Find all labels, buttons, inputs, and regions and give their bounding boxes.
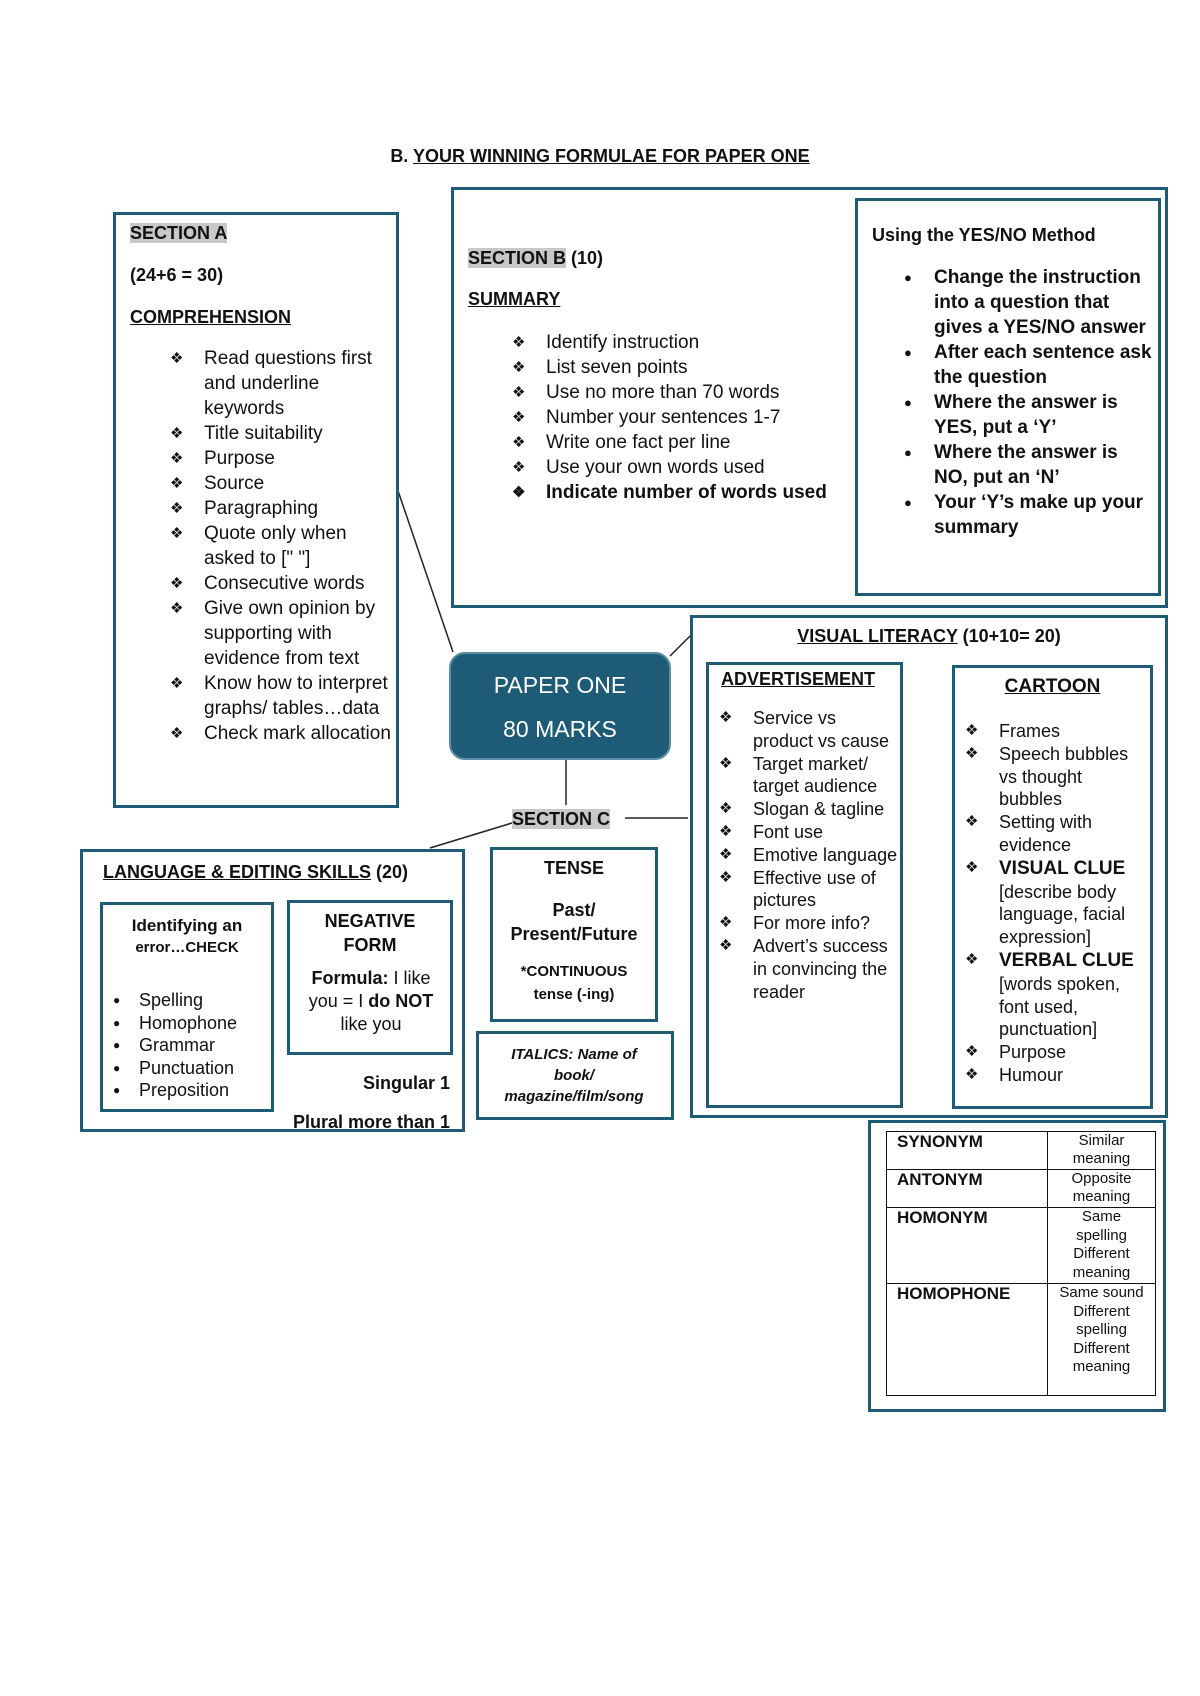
section-c-label: SECTION C bbox=[512, 809, 611, 829]
term-cell: SYNONYM bbox=[887, 1132, 1048, 1170]
word-type-box bbox=[868, 1120, 1166, 1412]
yes-no-title: Using the YES/NO Method bbox=[872, 225, 1096, 245]
word-type-table bbox=[886, 1131, 1156, 1396]
advertisement-list bbox=[709, 707, 899, 1003]
table-row bbox=[887, 1170, 1156, 1208]
list-item: ❖ Effective use of pictures bbox=[709, 867, 899, 913]
list-item: ❖ Identify instruction bbox=[502, 330, 842, 355]
list-item: ❖ Number your sentences 1-7 bbox=[502, 405, 842, 430]
list-item: ❖ Read questions first and underline keywords bbox=[160, 346, 396, 421]
list-item: ❖ VISUAL CLUE [describe body language, facial expression] bbox=[955, 857, 1150, 949]
list-item: ● Punctuation bbox=[107, 1057, 267, 1080]
yes-no-box bbox=[855, 198, 1161, 596]
list-item: ❖ Font use bbox=[709, 821, 899, 844]
advertisement-heading: ADVERTISEMENT bbox=[721, 669, 876, 689]
list-item: ❖ Target market/ target audience bbox=[709, 753, 899, 799]
list-item: ❖ Title suitability bbox=[160, 421, 396, 446]
title-prefix: B. bbox=[390, 146, 413, 166]
list-item: ❖ Check mark allocation bbox=[160, 721, 396, 746]
section-a-box bbox=[113, 212, 399, 808]
table-row bbox=[887, 1284, 1156, 1396]
list-item: ❖ Humour bbox=[955, 1064, 1150, 1087]
list-item: ❖ Service vs product vs cause bbox=[709, 707, 899, 753]
list-item: ❖ Purpose bbox=[955, 1041, 1150, 1064]
negative-formula: Formula: I like you = I do NOT like you bbox=[308, 968, 434, 1034]
summary-heading: SUMMARY bbox=[468, 289, 561, 309]
advertisement-box bbox=[706, 662, 903, 1108]
table-row bbox=[887, 1132, 1156, 1170]
list-item: ❖ Use your own words used bbox=[502, 455, 842, 480]
list-item: ❖ Frames bbox=[955, 720, 1150, 743]
list-item: ● Where the answer is YES, put a ‘Y’ bbox=[858, 390, 1153, 440]
list-item: ❖ VERBAL CLUE [words spoken, font used, punctuation] bbox=[955, 949, 1150, 1041]
yes-no-list bbox=[858, 265, 1153, 540]
section-a-heading: SECTION A bbox=[130, 223, 228, 243]
negative-form-box bbox=[287, 900, 453, 1055]
list-item: ❖ Indicate number of words used bbox=[502, 480, 842, 505]
language-editing-heading: LANGUAGE & EDITING SKILLS (20) bbox=[103, 862, 409, 882]
list-item: ❖ Use no more than 70 words bbox=[502, 380, 842, 405]
tense-forms: Past/ Present/Future bbox=[510, 900, 638, 944]
error-list bbox=[107, 989, 267, 1102]
meaning-cell: Similar meaning bbox=[1048, 1132, 1156, 1170]
list-item: ❖ Give own opinion by supporting with evidence from text bbox=[160, 596, 396, 671]
paper-one-title: PAPER ONE bbox=[493, 672, 627, 698]
error-check-title: Identifying an error…CHECK bbox=[131, 916, 243, 956]
list-item: ❖ Paragraphing bbox=[160, 496, 396, 521]
list-item: ❖ List seven points bbox=[502, 355, 842, 380]
list-item: ❖ Setting with evidence bbox=[955, 811, 1150, 857]
list-item: ❖ Purpose bbox=[160, 446, 396, 471]
section-b-box bbox=[451, 187, 1168, 608]
term-cell: ANTONYM bbox=[887, 1170, 1048, 1208]
list-item: ❖ Quote only when asked to [" "] bbox=[160, 521, 396, 571]
list-item: ❖ Advert’s success in convincing the reader bbox=[709, 935, 899, 1003]
paper-one-marks: 80 MARKS bbox=[503, 716, 617, 742]
line-section-a bbox=[395, 482, 453, 652]
visual-literacy-heading: VISUAL LITERACY (10+10= 20) bbox=[797, 626, 1061, 646]
tense-title: TENSE bbox=[543, 858, 604, 878]
list-item: ❖ Slogan & tagline bbox=[709, 798, 899, 821]
section-b-heading: SECTION B (10) bbox=[468, 248, 604, 268]
table-row bbox=[887, 1208, 1156, 1284]
tense-continuous: *CONTINUOUS tense (-ing) bbox=[520, 963, 628, 1003]
list-item: ● Change the instruction into a question that gives a YES/NO answer bbox=[858, 265, 1153, 340]
line-section-c-left bbox=[430, 823, 512, 848]
cartoon-list bbox=[955, 720, 1150, 1087]
language-editing-box bbox=[80, 849, 465, 1132]
cartoon-heading: CARTOON bbox=[1004, 676, 1101, 697]
italics-note: ITALICS: Name of book/ magazine/film/song bbox=[504, 1046, 644, 1105]
list-item: ❖ Write one fact per line bbox=[502, 430, 842, 455]
list-item: ● Your ‘Y’s make up your summary bbox=[858, 490, 1153, 540]
visual-literacy-box bbox=[690, 615, 1168, 1118]
list-item: ● Homophone bbox=[107, 1012, 267, 1035]
cartoon-box bbox=[952, 665, 1153, 1109]
negative-form-title: NEGATIVE FORM bbox=[324, 911, 416, 955]
list-item: ● Spelling bbox=[107, 989, 267, 1012]
section-a-marks: (24+6 = 30) bbox=[130, 265, 224, 285]
italics-note-box bbox=[476, 1031, 674, 1120]
tense-box bbox=[490, 847, 658, 1022]
meaning-cell: Same spelling Different meaning bbox=[1048, 1208, 1156, 1284]
list-item: ● Where the answer is NO, put an ‘N’ bbox=[858, 440, 1153, 490]
term-cell: HOMONYM bbox=[887, 1208, 1048, 1284]
paper-one-node bbox=[449, 652, 671, 760]
singular-note: Singular 1 bbox=[362, 1073, 450, 1093]
term-cell: HOMOPHONE bbox=[887, 1284, 1048, 1396]
meaning-cell: Same sound Different spelling Different meaning bbox=[1048, 1284, 1156, 1396]
plural-note: Plural more than 1 bbox=[292, 1112, 450, 1132]
list-item: ❖ Consecutive words bbox=[160, 571, 396, 596]
summary-list bbox=[502, 330, 842, 505]
error-check-box bbox=[100, 902, 274, 1112]
meaning-cell: Opposite meaning bbox=[1048, 1170, 1156, 1208]
list-item: ❖ Know how to interpret graphs/ tables…data bbox=[160, 671, 396, 721]
list-item: ● Grammar bbox=[107, 1034, 267, 1057]
line-visual bbox=[670, 636, 690, 656]
list-item: ❖ Emotive language bbox=[709, 844, 899, 867]
list-item: ❖ Speech bubbles vs thought bubbles bbox=[955, 743, 1150, 811]
list-item: ● After each sentence ask the question bbox=[858, 340, 1153, 390]
list-item: ❖ Source bbox=[160, 471, 396, 496]
list-item: ● Preposition bbox=[107, 1079, 267, 1102]
title-main: YOUR WINNING FORMULAE FOR PAPER ONE bbox=[413, 146, 810, 166]
comprehension-list bbox=[160, 346, 396, 746]
comprehension-heading: COMPREHENSION bbox=[130, 307, 292, 327]
list-item: ❖ For more info? bbox=[709, 912, 899, 935]
